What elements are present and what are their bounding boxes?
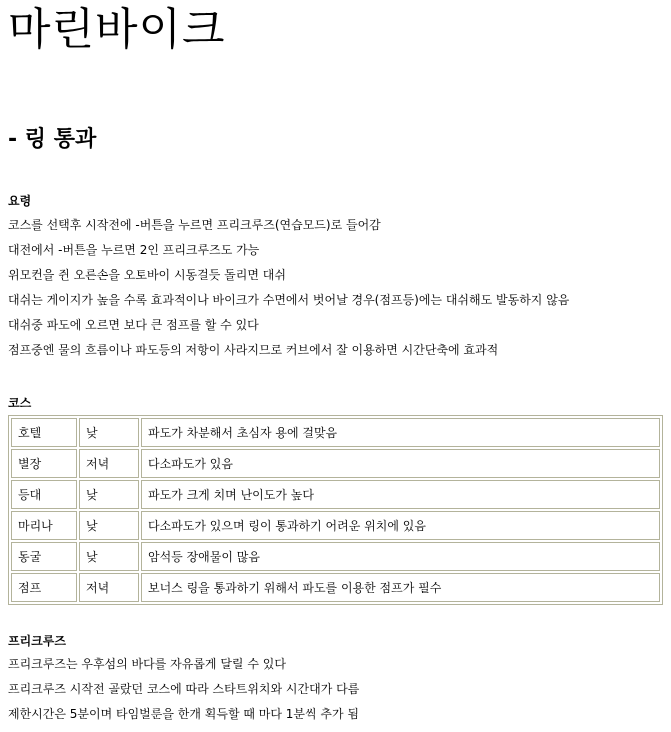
course-desc-cell: 다소파도가 있으며 링이 통과하기 어려운 위치에 있음 (141, 511, 660, 540)
rules-line: 대전에서 -버튼을 누르면 2인 프리크루즈도 가능 (8, 243, 260, 257)
course-name-cell: 마리나 (11, 511, 77, 540)
course-name-cell: 별장 (11, 449, 77, 478)
course-table (8, 415, 663, 605)
rules-line: 점프중엔 물의 흐름이나 파도등의 저항이 사라지므로 커브에서 잘 이용하면 시간단축에 효과적 (8, 343, 499, 357)
rules-line: 대쉬는 게이지가 높을 수록 효과적이나 바이크가 수면에서 벗어날 경우(점프등)에는 대쉬해도 발동하지 않음 (8, 293, 570, 307)
course-desc-cell: 파도가 차분해서 초심자 용에 걸맞음 (141, 418, 660, 447)
table-row (11, 449, 660, 478)
course-name-cell: 동굴 (11, 542, 77, 571)
page-subtitle: - 링 통과 (8, 127, 97, 152)
course-name-cell: 등대 (11, 480, 77, 509)
free-cruise-heading: 프리크루즈 (8, 634, 66, 648)
table-row (11, 511, 660, 540)
course-desc-cell: 파도가 크게 치며 난이도가 높다 (141, 480, 660, 509)
course-desc-cell: 암석등 장애물이 많음 (141, 542, 660, 571)
course-name-cell: 호텔 (11, 418, 77, 447)
course-desc-cell: 다소파도가 있음 (141, 449, 660, 478)
course-time-cell: 낮 (79, 511, 139, 540)
rules-list (8, 213, 671, 363)
rules-line: 대쉬중 파도에 오르면 보다 큰 점프를 할 수 있다 (8, 318, 259, 332)
course-time-cell: 낮 (79, 418, 139, 447)
course-name-cell: 점프 (11, 573, 77, 602)
table-row (11, 418, 660, 447)
table-row (11, 480, 660, 509)
free-cruise-list (8, 652, 671, 727)
free-cruise-line: 프리크루즈는 우후섬의 바다를 자유롭게 달릴 수 있다 (8, 657, 286, 671)
rules-line: 코스를 선택후 시작전에 -버튼을 누르면 프리크루즈(연습모드)로 들어감 (8, 218, 381, 232)
course-time-cell: 저녁 (79, 573, 139, 602)
free-cruise-line: 제한시간은 5분이며 타임벌룬을 한개 획득할 때 마다 1분씩 추가 됨 (8, 707, 359, 721)
table-row (11, 542, 660, 571)
course-desc-cell: 보너스 링을 통과하기 위해서 파도를 이용한 점프가 필수 (141, 573, 660, 602)
course-time-cell: 저녁 (79, 449, 139, 478)
course-time-cell: 낮 (79, 480, 139, 509)
free-cruise-line: 프리크루즈 시작전 골랐던 코스에 따라 스타트위치와 시간대가 다름 (8, 682, 360, 696)
page-title: 마린바이크 (8, 4, 226, 55)
course-heading: 코스 (8, 396, 32, 410)
course-time-cell: 낮 (79, 542, 139, 571)
rules-heading: 요령 (8, 194, 32, 208)
rules-line: 위모컨을 쥔 오른손을 오토바이 시동걸듯 돌리면 대쉬 (8, 268, 286, 282)
table-row (11, 573, 660, 602)
